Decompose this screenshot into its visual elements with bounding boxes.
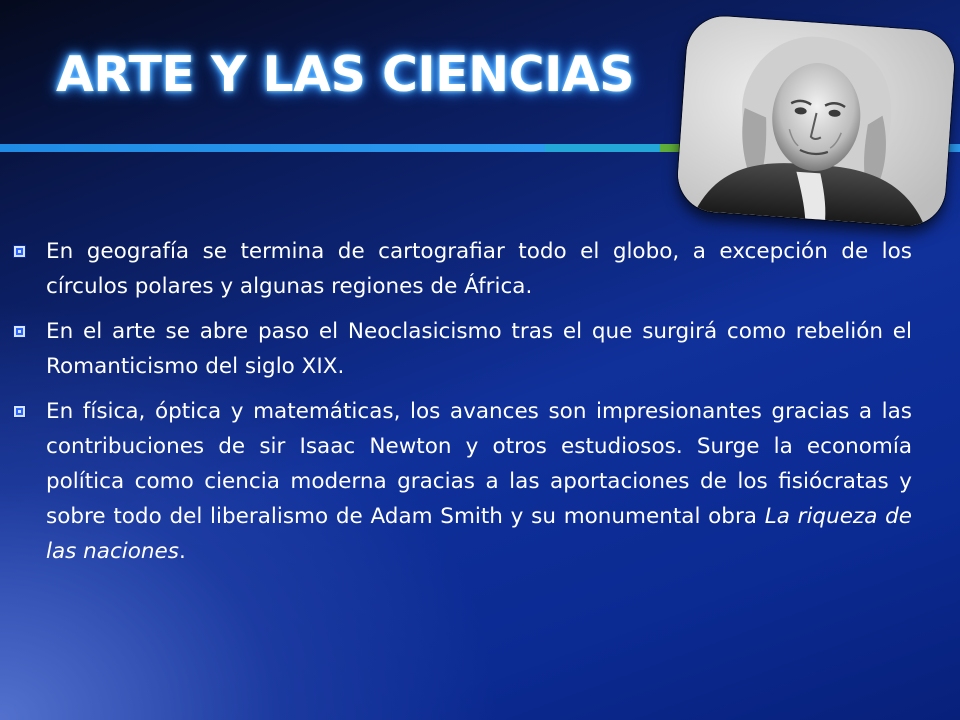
square-bullet-icon xyxy=(14,246,25,257)
portrait-photo-icon xyxy=(675,14,956,228)
bullet-text: En el arte se abre paso el Neoclasicismo tras el que surgirá como rebelión el Romanticismo del siglo XIX. xyxy=(46,319,912,379)
bullet-text: En geografía se termina de cartografiar todo el globo, a excepción de los círculos polares y algunas regiones de África. xyxy=(46,239,912,299)
bullet-text-tail: . xyxy=(179,539,186,564)
bullet-text: En física, óptica y matemáticas, los avances son impresionantes gracias a las contribuciones de sir Isaac Newton y otros estudiosos. Surge la economía política como ciencia moderna gracias a las aportaciones de los fisiócratas y sobre todo del liberalismo de Adam Smith y su monumental obra xyxy=(46,399,912,529)
bullet-item-geografia xyxy=(12,234,912,304)
bullet-list xyxy=(12,234,912,579)
square-bullet-icon xyxy=(14,326,25,337)
portrait-image xyxy=(675,14,956,228)
slide-title: ARTE Y LAS CIENCIAS xyxy=(56,46,635,103)
square-bullet-icon xyxy=(14,406,25,417)
bullet-item-arte xyxy=(12,314,912,384)
title-bar-accent-blue xyxy=(545,144,660,152)
bullet-item-fisica xyxy=(12,394,912,569)
book-title: La riqueza de las naciones xyxy=(46,504,912,564)
